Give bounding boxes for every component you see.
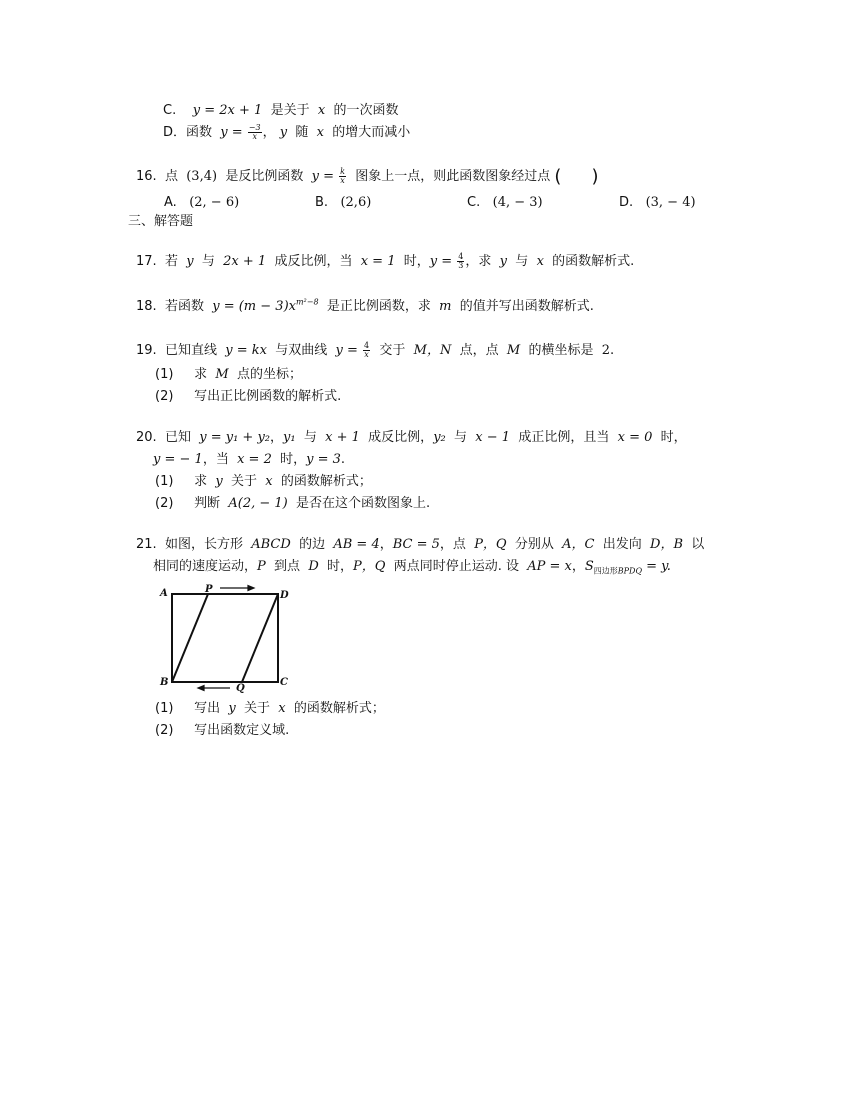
q20-stem-line1 — [136, 429, 687, 447]
math-var: y — [186, 254, 194, 269]
text: 到点 — [274, 559, 301, 574]
text: 四边形 — [593, 566, 618, 576]
math-var: S — [584, 559, 594, 574]
fraction-denominator: 3 — [458, 261, 464, 270]
option-label: C. — [467, 195, 481, 210]
option-label: B. — [315, 195, 329, 210]
math-expression: y = — [220, 125, 243, 140]
fraction — [457, 253, 464, 270]
text: 与 — [303, 430, 317, 445]
sub-label: (2) — [155, 723, 174, 738]
q21-sub2 — [155, 722, 289, 740]
option-value: (3, − 4) — [645, 195, 696, 210]
math-expression: x + 1 — [325, 430, 360, 445]
text: ，求 — [465, 254, 492, 269]
text: 写出 — [194, 701, 221, 716]
text: 时， — [660, 430, 687, 445]
math-expression: x = 2 — [237, 452, 272, 467]
text: ， — [379, 537, 393, 552]
math-var: P — [257, 559, 266, 574]
math-expression: x = 1 — [360, 254, 396, 269]
text: 求 — [194, 474, 208, 489]
question-number: 18. — [136, 299, 157, 314]
fraction-denominator: x — [340, 176, 345, 185]
text: 是反比例函数 — [225, 169, 304, 184]
text: 两点同时停止运动. 设 — [393, 559, 519, 574]
text: ， — [262, 125, 276, 140]
option-label: D．函数 — [163, 125, 213, 140]
text: 是否在这个函数图象上. — [296, 496, 431, 511]
option-label: D. — [619, 195, 634, 210]
text: ， — [270, 430, 284, 445]
text: 时， — [327, 559, 354, 574]
fraction — [339, 168, 346, 185]
text: ， — [571, 559, 585, 574]
math-expression: AB = 4 — [333, 537, 380, 552]
rectangle-abcd — [172, 594, 278, 682]
arrow-left-icon — [198, 686, 230, 691]
text: 交于 — [379, 343, 406, 358]
math-expression: M，N — [413, 343, 452, 358]
option-value: (4, − 3) — [492, 195, 543, 210]
label-p: P — [205, 584, 213, 595]
text: 点的坐标； — [236, 367, 302, 382]
label-q: Q — [236, 683, 245, 694]
math-expression: y = 2x + 1 — [192, 103, 263, 118]
math-var: y₂ — [433, 430, 446, 445]
math-var: y — [228, 701, 236, 716]
q17-stem — [136, 253, 634, 271]
q20-sub1 — [155, 473, 372, 491]
segment-bp — [172, 594, 208, 682]
text: 已知直线 — [164, 343, 217, 358]
math-var: y — [279, 125, 288, 140]
math-expression: y = — [429, 254, 453, 269]
question-number: 19. — [136, 343, 157, 358]
label-d: D — [280, 590, 289, 601]
math-expression: A(2, − 1) — [228, 496, 288, 511]
text: ，点 — [439, 537, 466, 552]
text: 的增大而减小 — [332, 125, 411, 140]
text: 关于 — [231, 474, 258, 489]
text: 时， — [280, 452, 307, 467]
math-exponent: m²−8 — [295, 297, 319, 307]
text: 成反比例，当 — [274, 254, 353, 269]
math-expression: y = — [335, 343, 358, 358]
text: 以 — [691, 537, 705, 552]
q21-sub1 — [155, 700, 385, 718]
math-expression: ABCD — [251, 537, 291, 552]
question-number: 17. — [136, 254, 157, 269]
q20-stem-line2 — [153, 451, 345, 469]
text: 出发向 — [602, 537, 642, 552]
fraction-numerator: 4 — [458, 252, 464, 261]
math-expression: BC = 5 — [392, 537, 440, 552]
math-var: x — [265, 474, 273, 489]
math-var: y — [499, 254, 508, 269]
math-expression: y = kx — [225, 343, 267, 358]
option-value: (2, − 6) — [189, 195, 240, 210]
text: 成反比例， — [368, 430, 434, 445]
math-expression: 2. — [601, 343, 615, 358]
q19-stem — [136, 342, 614, 360]
text: 的一次函数 — [333, 103, 399, 118]
answer-paren-open: ( — [554, 166, 562, 187]
q15-option-c — [163, 102, 398, 120]
text: 分别从 — [514, 537, 554, 552]
math-var: m — [439, 299, 452, 314]
math-var: x — [536, 254, 544, 269]
question-number: 16. — [136, 169, 157, 184]
segment-dq — [242, 594, 278, 682]
math-expression: D，B — [650, 537, 684, 552]
text: 与 — [454, 430, 468, 445]
text: 关于 — [244, 701, 271, 716]
rectangle-figure — [158, 584, 308, 696]
label-c: C — [280, 677, 288, 688]
text: 是正比例函数，求 — [326, 299, 431, 314]
arrow-right-icon — [220, 586, 254, 591]
sub-label: (1) — [155, 701, 174, 716]
text: 已知 — [164, 430, 191, 445]
area-subscript — [594, 567, 642, 576]
math-expression: A，C — [562, 537, 595, 552]
math-var: D — [308, 559, 319, 574]
section-title: 三、解答题 — [128, 214, 194, 229]
text: 判断 — [194, 496, 221, 511]
text: 点 — [164, 169, 178, 184]
q16-option-a — [164, 194, 239, 212]
math-expression: P，Q — [353, 559, 386, 574]
text: 与双曲线 — [275, 343, 328, 358]
fraction-denominator: x — [252, 132, 257, 141]
math-expression: y = − 1 — [153, 452, 203, 467]
fraction-denominator: x — [364, 350, 369, 359]
text: 若 — [164, 254, 178, 269]
q20-sub2 — [155, 495, 430, 513]
text: . — [340, 452, 346, 467]
text: 的函数解析式； — [293, 701, 385, 716]
text: 与 — [515, 254, 529, 269]
question-number: 21. — [136, 537, 157, 552]
label-b: B — [160, 677, 169, 688]
math-expression: y = — [311, 169, 334, 184]
math-expression: AP = x — [527, 559, 572, 574]
text: 与 — [201, 254, 215, 269]
math-var: M — [215, 367, 229, 382]
text: 写出函数定义域. — [194, 723, 290, 738]
text: 如图，长方形 — [164, 537, 243, 552]
text: 点，点 — [459, 343, 499, 358]
math-expression: y = (m − 3)x — [212, 299, 296, 314]
sub-label: (2) — [155, 389, 174, 404]
fraction-numerator: k — [340, 167, 345, 176]
text: ，当 — [202, 452, 229, 467]
math-expression: BPDQ — [617, 566, 643, 576]
math-expression: y = y₁ + y₂ — [199, 430, 271, 445]
text: 若函数 — [164, 299, 204, 314]
text: 的函数解析式； — [280, 474, 372, 489]
answer-paren-close: ) — [591, 166, 599, 187]
text: 时， — [403, 254, 430, 269]
math-expression: 2x + 1 — [223, 254, 267, 269]
math-var: y — [215, 474, 223, 489]
q21-stem-line1 — [136, 536, 704, 554]
text: 随 — [295, 125, 309, 140]
label-a: A — [160, 588, 168, 599]
math-expression: P，Q — [474, 537, 507, 552]
q16-option-d — [619, 194, 696, 212]
math-var: y₁ — [283, 430, 296, 445]
fraction-numerator: −3 — [248, 123, 261, 132]
q15-option-d — [163, 124, 410, 142]
sub-label: (2) — [155, 496, 174, 511]
math-expression: = y. — [646, 559, 671, 574]
sub-label: (1) — [155, 367, 174, 382]
text: 相同的速度运动， — [153, 559, 258, 574]
option-label: A. — [164, 195, 177, 210]
sub-label: (1) — [155, 474, 174, 489]
text: 求 — [194, 367, 208, 382]
fraction-numerator: 4 — [364, 341, 370, 350]
text: 的函数解析式. — [552, 254, 635, 269]
q19-sub1 — [155, 366, 302, 384]
math-var: M — [506, 343, 521, 358]
text: 的横坐标是 — [528, 343, 594, 358]
q16-option-c — [467, 194, 543, 212]
text: 写出正比例函数的解析式. — [194, 389, 342, 404]
q21-stem-line2 — [153, 558, 671, 576]
text: 的值并写出函数解析式. — [459, 299, 594, 314]
question-number: 20. — [136, 430, 157, 445]
math-var: x — [317, 103, 326, 118]
option-value: (2,6) — [340, 195, 372, 210]
text: 是关于 — [270, 103, 310, 118]
math-var: x — [278, 701, 286, 716]
math-var: x — [316, 125, 324, 140]
q16-stem — [136, 168, 598, 186]
q19-sub2 — [155, 388, 341, 406]
fraction — [248, 124, 262, 141]
math-expression: (3,4) — [186, 169, 218, 184]
q18-stem — [136, 298, 594, 316]
q16-option-b — [315, 194, 371, 212]
math-expression: x − 1 — [475, 430, 511, 445]
text: 图象上一点，则此函数图象经过点 — [355, 169, 551, 184]
fraction — [363, 342, 370, 359]
math-expression: y = 3 — [306, 452, 341, 467]
math-expression: x = 0 — [617, 430, 653, 445]
option-label: C. — [163, 103, 177, 118]
text: 成正比例，且当 — [518, 430, 610, 445]
text: 的边 — [299, 537, 326, 552]
